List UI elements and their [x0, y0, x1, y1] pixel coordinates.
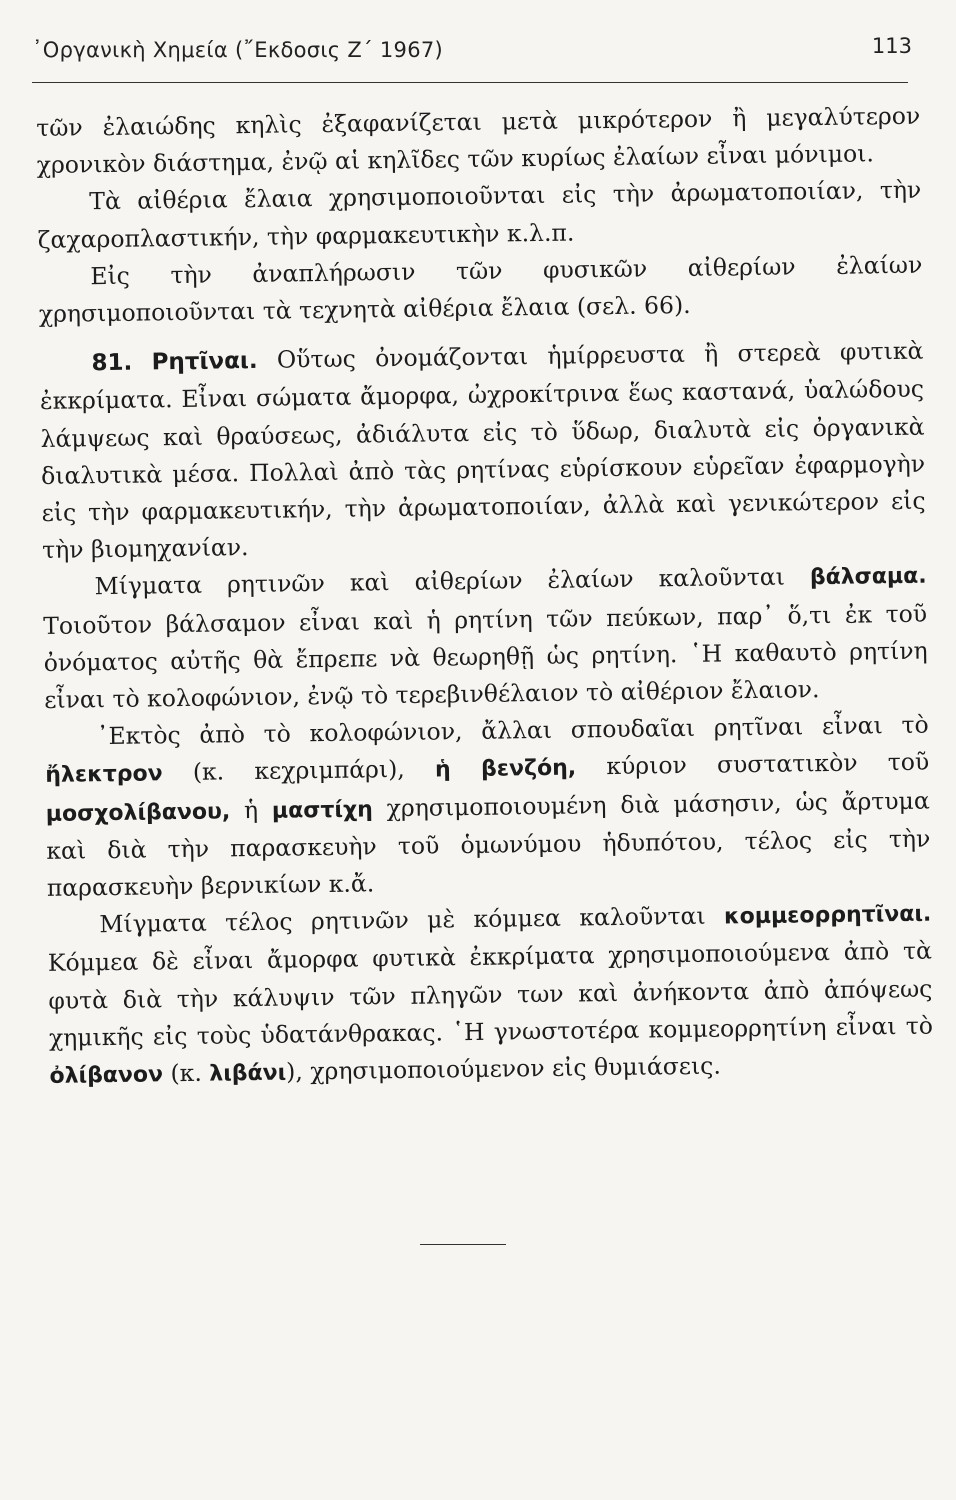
text-run: (κ. κεχριμπάρι), [162, 754, 436, 787]
running-head [32, 30, 912, 74]
section-81-paragraph [39, 333, 926, 570]
term-livani: λιβάνι [209, 1060, 287, 1087]
term-musk-frankincense: μοσχολίβανου, [45, 799, 231, 827]
term-amber: ἤλεκτρον [45, 761, 163, 789]
text-run: (κ. [162, 1058, 210, 1088]
text-run: ἡ [230, 795, 273, 825]
section-81-text: Οὕτως ὀνομάζονται ἡμίρρευστα ἢ στερεὰ φυτικὰ ἐκκρίματα. Εἶναι σώματα ἄμορφα, ὠχροκίτρινα ἕως καστανά, ὑαλώδους λάμψεως καὶ θραύσεως, ἀδιάλυτα εἰς τὸ ὕδωρ, διαλυτὰ εἰς ὀργανικὰ διαλυτικὰ μέσα. Πολλαὶ ἀπὸ τὰς ρητίνας εὑρίσκουν εὑρεῖαν ἐφαρμογὴν εἰς τὴν φαρμακευτικήν, τὴν ἀρωματοποιίαν, ἀλλὰ καὶ γενικώτερον εἰς τὴν βιομηχανίαν. [39, 336, 926, 565]
paragraph-1: τῶν ἐλαιώδης κηλὶς ἐξαφανίζεται μετὰ μικρότερον ἢ μεγαλύτερον χρονικὸν διάστημα, ἐνῷ αἱ κηλῖδες τῶν κυρίως ἐλαίων εἶναι μόνιμοι. [36, 101, 921, 180]
running-title: ᾿Οργανικὴ Χημεία (῎Εκδοσις Ζ΄ 1967) [32, 38, 444, 62]
text-run: ), χρησιμοποιούμενον εἰς θυμιάσεις. [286, 1051, 722, 1086]
header-rule [32, 82, 908, 83]
page-number: 113 [871, 34, 912, 58]
paragraph-balsams [42, 557, 928, 719]
text-run: Μίγματα ρητινῶν καὶ αἰθερίων ἐλαίων καλοῦνται [94, 562, 811, 601]
term-mastic: μαστίχη [271, 797, 374, 824]
paragraph-2: Τὰ αἰθέρια ἔλαια χρησιμοποιοῦνται εἰς τὴν ἀρωματοποιίαν, τὴν ζαχαροπλαστικήν, τὴν φαρμακευτικὴν κ.λ.π. [37, 176, 922, 254]
paragraph-resins [45, 707, 932, 907]
paragraph-3: Εἰς τὴν ἀναπλήρωσιν τῶν φυσικῶν αἰθερίων ἐλαίων χρησιμοποιοῦνται τὰ τεχνητὰ αἰθέρια ἔλαια (σελ. 66). [38, 250, 923, 328]
term-benzoin: ἡ βενζόη, [434, 755, 577, 783]
term-gum-resins: κομμεορρητῖναι. [723, 901, 932, 930]
term-balsams: βάλσαμα. [809, 564, 927, 591]
text-run: χρησιμοποιουμένη διὰ μάσησιν, ὡς ἄρτυμα καὶ διὰ τὴν παρασκευὴν τοῦ ὁμωνύμου ἡδυπότου, τέλος εἰς τὴν παρασκευὴν βερνικίων κ.ἄ. [46, 786, 931, 902]
section-heading: Ρητῖναι. [151, 348, 258, 376]
paragraph-gum-resins [47, 895, 934, 1095]
text-run: ᾿Εκτὸς ἀπὸ τὸ κολοφώνιον, ἄλλαι σπουδαῖαι ρητῖναι εἶναι τὸ [96, 710, 929, 751]
text-run: κύριον συστατικὸν τοῦ [575, 748, 930, 781]
end-rule [420, 1244, 506, 1245]
text-run: Μίγματα τέλος ρητινῶν μὲ κόμμεα καλοῦνται [99, 901, 725, 939]
section-number: 81. [91, 349, 133, 377]
body-text [36, 98, 934, 1096]
text-run: Κόμμεα δὲ εἶναι ἄμορφα φυτικὰ ἐκκρίματα χρησιμοποιούμενα ἀπὸ τὰ φυτὰ διὰ τὴν κάλυψιν τῶν πληγῶν των καὶ ἀνήκοντα ἀπὸ ἀπόψεως χημικῆς εἰς τοὺς ὑδατάνθρακας. ῾Η γνωστοτέρα κομμεορρητίνη εἶναι τὸ [47, 937, 934, 1052]
text-run: Τοιοῦτον βάλσαμον εἶναι καὶ ἡ ρητίνη τῶν πεύκων, παρ᾿ ὅ,τι ἐκ τοῦ ὀνόματος αὐτῆς θὰ ἔπρεπε νὰ θεωρηθῇ ὡς ρητίνη. ῾Η καθαυτὸ ρητίνη εἶναι τὸ κολοφώνιον, ἐνῷ τὸ τερεβινθέλαιον τὸ αἰθέριον ἔλαιον. [43, 599, 928, 714]
term-olibanum: ὀλίβανον [49, 1062, 164, 1089]
